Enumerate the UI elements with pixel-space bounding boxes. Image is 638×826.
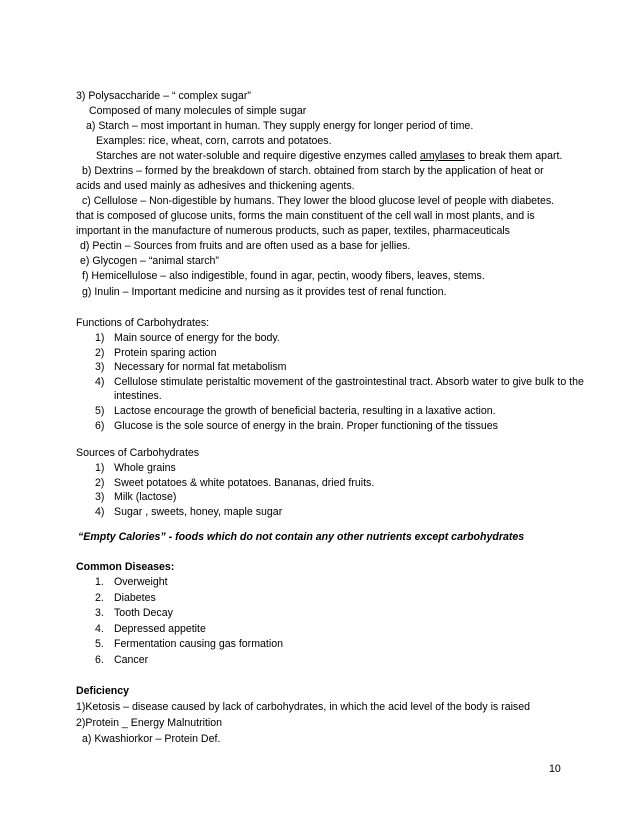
diseases-list	[76, 575, 586, 669]
pem-line: 2)Protein _ Energy Malnutrition	[76, 717, 223, 729]
starch-examples: Examples: rice, wheat, corn, carrots and potatoes.	[96, 135, 332, 147]
list-item-number: 2.	[95, 591, 104, 604]
list-item	[76, 375, 586, 404]
list-item-number: 1)	[95, 332, 105, 344]
list-item-text: Whole grains	[114, 462, 176, 474]
dextrins-line-2: acids and used mainly as adhesives and thickening agents.	[76, 180, 355, 192]
list-item-number: 3.	[95, 607, 104, 620]
empty-calories-note: “Empty Calories” - foods which do not contain any other nutrients except carbohydrates	[78, 531, 525, 543]
list-item	[76, 404, 586, 419]
list-item	[76, 419, 586, 434]
list-item-number: 1)	[95, 462, 105, 474]
list-item-number: 4)	[95, 375, 105, 388]
functions-list	[76, 331, 586, 433]
list-item-text: Fermentation causing gas formation	[114, 638, 283, 651]
starch-note	[96, 149, 562, 164]
list-item-text: Milk (lactose)	[114, 491, 177, 504]
list-item-text: Diabetes	[114, 591, 156, 604]
list-item	[76, 505, 586, 520]
pectin-line: d) Pectin – Sources from fruits and are often used as a base for jellies.	[80, 240, 411, 252]
list-item	[76, 331, 586, 346]
list-item-number: 6.	[95, 653, 104, 666]
ketosis-line: 1)Ketosis – disease caused by lack of carbohydrates, in which the acid level of the body is raised	[76, 701, 531, 713]
list-item-text: Tooth Decay	[114, 607, 173, 620]
deficiency-heading: Deficiency	[76, 685, 129, 697]
list-item-number: 3)	[95, 361, 105, 374]
functions-heading: Functions of Carbohydrates:	[76, 317, 210, 329]
list-item	[76, 622, 586, 638]
list-item-text: Main source of energy for the body.	[114, 332, 280, 344]
list-item-number: 4)	[95, 505, 105, 518]
list-item-number: 2)	[95, 346, 105, 359]
list-item	[76, 461, 586, 476]
list-item-text: Lactose encourage the growth of beneficial bacteria, resulting in a laxative action.	[114, 404, 496, 417]
page-number: 10	[549, 763, 561, 775]
sources-list	[76, 461, 586, 519]
diseases-heading: Common Diseases:	[76, 561, 175, 573]
list-item	[76, 346, 586, 361]
cellulose-line-2: that is composed of glucose units, forms the main constituent of the cell wall in most plants, and is	[76, 210, 535, 222]
starch-line: a) Starch – most important in human. They supply energy for longer period of time.	[86, 120, 474, 132]
amylases-link[interactable]: amylases	[419, 150, 465, 162]
list-item-text: Overweight	[114, 576, 168, 588]
list-item-number: 5)	[95, 404, 105, 417]
polysaccharide-heading: 3) Polysaccharide – “ complex sugar”	[76, 90, 251, 102]
starch-note-after: to break them apart.	[464, 150, 563, 162]
starch-note-before: Starches are not water-soluble and require digestive enzymes called	[96, 150, 420, 162]
cellulose-line-3: important in the manufacture of numerous products, such as paper, textiles, pharmaceuticals	[76, 225, 510, 237]
list-item-number: 2)	[95, 476, 105, 489]
list-item-text: Protein sparing action	[114, 346, 217, 359]
list-item	[76, 591, 586, 607]
list-item-text: Cancer	[114, 653, 149, 666]
list-item-number: 1.	[95, 576, 104, 588]
hemicellulose-line: f) Hemicellulose – also indigestible, found in agar, pectin, woody fibers, leaves, stems.	[82, 270, 485, 282]
polysaccharide-composed: Composed of many molecules of simple sugar	[89, 105, 307, 117]
list-item-number: 3)	[95, 491, 105, 504]
list-item-text: Sweet potatoes & white potatoes. Bananas, dried fruits.	[114, 476, 375, 489]
kwashiorkor-line: a) Kwashiorkor – Protein Def.	[82, 733, 221, 745]
list-item	[76, 476, 586, 491]
sources-heading: Sources of Carbohydrates	[76, 447, 200, 459]
cellulose-line-1: c) Cellulose – Non-digestible by humans. They lower the blood glucose level of people with diabetes.	[82, 195, 555, 207]
list-item	[76, 360, 586, 375]
list-item-number: 6)	[95, 419, 105, 432]
list-item-text: Cellulose stimulate peristaltic movement of the gastrointestinal tract. Absorb water to give bulk to the intestines.	[114, 375, 584, 403]
inulin-line: g) Inulin – Important medicine and nursing as it provides test of renal function.	[82, 286, 447, 298]
list-item	[76, 637, 586, 653]
list-item-number: 4.	[95, 622, 104, 635]
list-item	[76, 606, 586, 622]
list-item-text: Depressed appetite	[114, 622, 206, 635]
list-item-text: Glucose is the sole source of energy in the brain. Proper functioning of the tissues	[114, 419, 498, 432]
list-item-number: 5.	[95, 638, 104, 651]
list-item	[76, 490, 586, 505]
list-item	[76, 653, 586, 669]
list-item-text: Sugar , sweets, honey, maple sugar	[114, 505, 283, 518]
list-item-text: Necessary for normal fat metabolism	[114, 361, 287, 374]
list-item	[76, 575, 586, 591]
glycogen-line: e) Glycogen – “animal starch”	[80, 255, 219, 267]
dextrins-line-1: b) Dextrins – formed by the breakdown of starch. obtained from starch by the application of heat or	[82, 165, 544, 177]
